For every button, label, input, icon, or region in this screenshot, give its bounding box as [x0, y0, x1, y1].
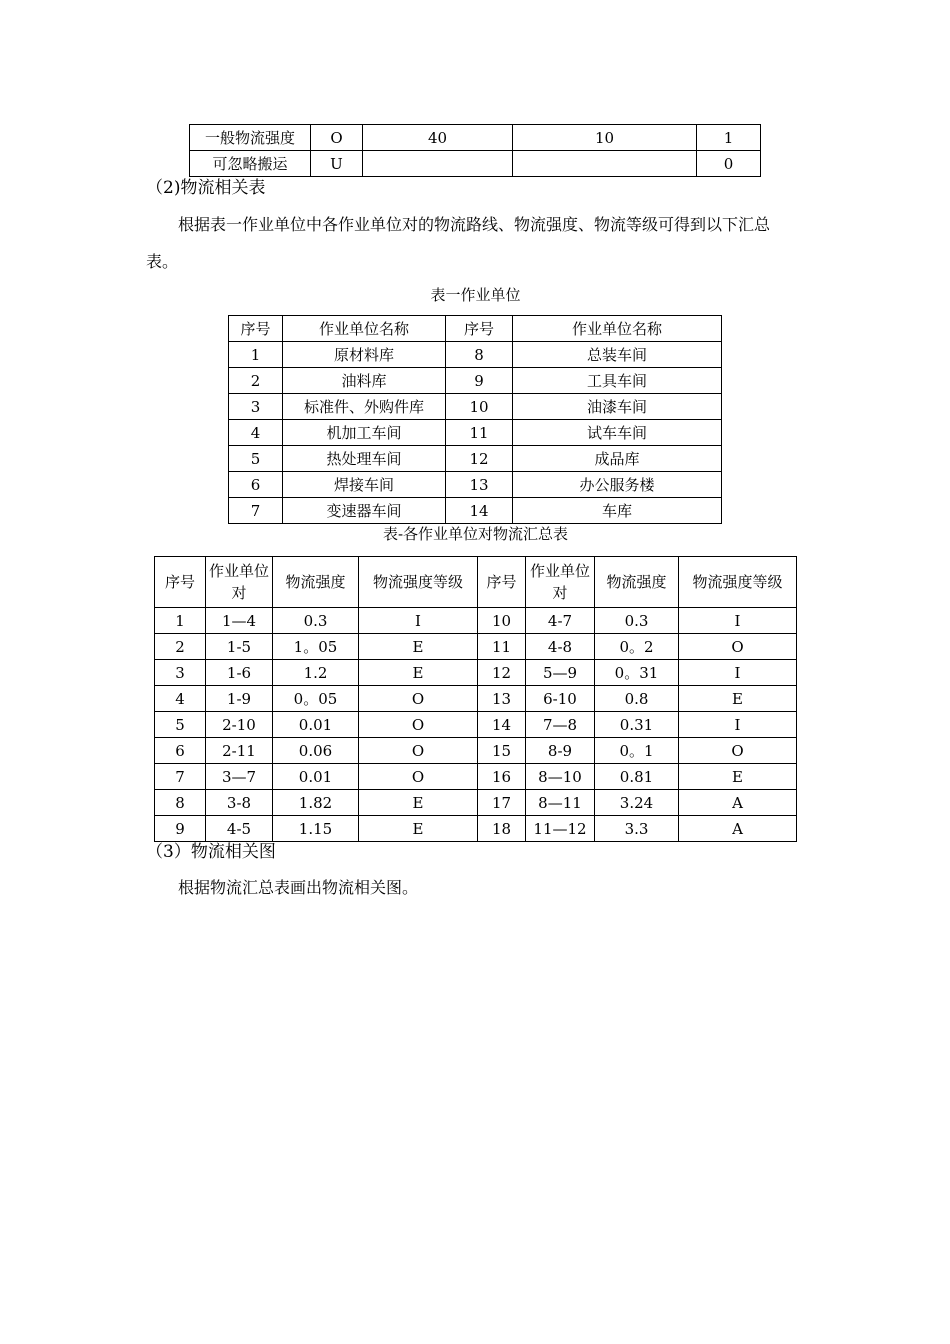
- paragraph-line: 根据物流汇总表画出物流相关图。: [178, 878, 419, 897]
- table-cell: 1。05: [273, 634, 359, 660]
- table-cell: 试车车间: [513, 420, 722, 446]
- table-caption: 表-各作业单位对物流汇总表: [382, 525, 569, 543]
- table-cell: 原材料库: [283, 342, 446, 368]
- table-cell: 1—4: [206, 608, 273, 634]
- table-cell: 7—8: [526, 712, 595, 738]
- table-cell: 3.3: [595, 816, 679, 842]
- table-cell: 17: [478, 790, 526, 816]
- table-cell: 车库: [513, 498, 722, 524]
- table-cell: 9: [446, 368, 513, 394]
- table-cell: 2: [229, 368, 283, 394]
- table-cell: 0.01: [273, 712, 359, 738]
- table-row: [155, 790, 797, 816]
- table-cell: 3.24: [595, 790, 679, 816]
- table-row: [229, 342, 722, 368]
- table-cell: 焊接车间: [283, 472, 446, 498]
- table-cell: 4-5: [206, 816, 273, 842]
- table-row: [190, 151, 761, 177]
- table-cell: 8: [155, 790, 206, 816]
- table-cell: 油料库: [283, 368, 446, 394]
- table-row: [229, 472, 722, 498]
- table-cell: 18: [478, 816, 526, 842]
- table-cell: 7: [155, 764, 206, 790]
- table-cell: E: [359, 816, 478, 842]
- table-cell: 0。31: [595, 660, 679, 686]
- section-heading-3: （3）物流相关图: [146, 842, 276, 862]
- column-header: 物流强度等级: [679, 557, 797, 608]
- table-cell: 成品库: [513, 446, 722, 472]
- table-cell: [363, 151, 513, 177]
- table-caption: 表一作业单位: [430, 286, 521, 304]
- table-cell: 工具车间: [513, 368, 722, 394]
- table-cell: 4-8: [526, 634, 595, 660]
- work-unit-table: [228, 315, 722, 524]
- table-cell: 8: [446, 342, 513, 368]
- table-cell: 1.2: [273, 660, 359, 686]
- table-cell: 2-10: [206, 712, 273, 738]
- table-cell: O: [311, 125, 363, 151]
- table-cell: 0.8: [595, 686, 679, 712]
- table-cell: 0: [697, 151, 761, 177]
- table-cell: 10: [513, 125, 697, 151]
- table-row: [229, 420, 722, 446]
- table-row: [155, 608, 797, 634]
- table-cell: 6: [155, 738, 206, 764]
- table-cell: U: [311, 151, 363, 177]
- table-cell: E: [359, 660, 478, 686]
- table-cell: 0.31: [595, 712, 679, 738]
- table-cell: I: [679, 660, 797, 686]
- table-cell: 热处理车间: [283, 446, 446, 472]
- table-cell: 4: [155, 686, 206, 712]
- table-row: [155, 660, 797, 686]
- table-header-row: [155, 557, 797, 608]
- table-cell: 2-11: [206, 738, 273, 764]
- table-row: [229, 446, 722, 472]
- table-cell: 15: [478, 738, 526, 764]
- table-row: [155, 634, 797, 660]
- intensity-level-table: [189, 124, 761, 177]
- table-cell: 13: [446, 472, 513, 498]
- table-cell: 0.06: [273, 738, 359, 764]
- column-header: 物流强度: [273, 557, 359, 608]
- table-cell: 机加工车间: [283, 420, 446, 446]
- column-header: 作业单位对: [206, 557, 273, 608]
- table-cell: 1: [155, 608, 206, 634]
- table-cell: A: [679, 816, 797, 842]
- table-cell: 14: [446, 498, 513, 524]
- table-row: [229, 498, 722, 524]
- table-cell: 5: [155, 712, 206, 738]
- table-row: [229, 394, 722, 420]
- table-cell: O: [679, 738, 797, 764]
- table-cell: 1-9: [206, 686, 273, 712]
- table-cell: I: [679, 608, 797, 634]
- table-cell: 1: [229, 342, 283, 368]
- table-cell: E: [679, 764, 797, 790]
- table-cell: 0.01: [273, 764, 359, 790]
- table-cell: 0。1: [595, 738, 679, 764]
- table-cell: 0。2: [595, 634, 679, 660]
- table-cell: 0.3: [595, 608, 679, 634]
- table-cell: E: [359, 634, 478, 660]
- table-cell: 3: [229, 394, 283, 420]
- column-header: 序号: [229, 316, 283, 342]
- column-header: 序号: [446, 316, 513, 342]
- table-cell: 可忽略搬运: [190, 151, 311, 177]
- table-cell: E: [679, 686, 797, 712]
- table-cell: 5: [229, 446, 283, 472]
- column-header: 物流强度: [595, 557, 679, 608]
- table-cell: 油漆车间: [513, 394, 722, 420]
- table-cell: 8-9: [526, 738, 595, 764]
- table-cell: 3—7: [206, 764, 273, 790]
- table-cell: 6-10: [526, 686, 595, 712]
- table-cell: 0.3: [273, 608, 359, 634]
- table-cell: I: [679, 712, 797, 738]
- paragraph-line: 根据表一作业单位中各作业单位对的物流路线、物流强度、物流等级可得到以下汇总: [178, 215, 771, 234]
- table-cell: 10: [478, 608, 526, 634]
- table-cell: O: [359, 738, 478, 764]
- table-cell: 3: [155, 660, 206, 686]
- table-cell: 6: [229, 472, 283, 498]
- table-cell: A: [679, 790, 797, 816]
- table-cell: 1-5: [206, 634, 273, 660]
- table-row: [155, 712, 797, 738]
- column-header: 序号: [155, 557, 206, 608]
- section-heading-2: （2)物流相关表: [146, 178, 266, 198]
- column-header: 作业单位对: [526, 557, 595, 608]
- table-cell: 0。05: [273, 686, 359, 712]
- table-cell: 9: [155, 816, 206, 842]
- table-cell: 2: [155, 634, 206, 660]
- table-cell: 变速器车间: [283, 498, 446, 524]
- paragraph-line: 表。: [146, 252, 179, 271]
- table-cell: 13: [478, 686, 526, 712]
- table-cell: 办公服务楼: [513, 472, 722, 498]
- table-header-row: [229, 316, 722, 342]
- table-row: [229, 368, 722, 394]
- table-cell: 4: [229, 420, 283, 446]
- table-cell: 11—12: [526, 816, 595, 842]
- table-cell: 11: [478, 634, 526, 660]
- table-cell: 0.81: [595, 764, 679, 790]
- table-cell: I: [359, 608, 478, 634]
- table-row: [155, 738, 797, 764]
- column-header: 物流强度等级: [359, 557, 478, 608]
- column-header: 作业单位名称: [513, 316, 722, 342]
- table-cell: 12: [478, 660, 526, 686]
- table-cell: 4-7: [526, 608, 595, 634]
- table-cell: 1: [697, 125, 761, 151]
- table-row: [155, 686, 797, 712]
- table-cell: 8—11: [526, 790, 595, 816]
- column-header: 序号: [478, 557, 526, 608]
- table-cell: 40: [363, 125, 513, 151]
- table-cell: 7: [229, 498, 283, 524]
- table-cell: 11: [446, 420, 513, 446]
- table-cell: 5—9: [526, 660, 595, 686]
- table-cell: O: [359, 686, 478, 712]
- table-cell: O: [359, 764, 478, 790]
- table-row: [155, 764, 797, 790]
- table-cell: 10: [446, 394, 513, 420]
- table-cell: 一般物流强度: [190, 125, 311, 151]
- table-cell: 1-6: [206, 660, 273, 686]
- table-cell: 3-8: [206, 790, 273, 816]
- table-cell: 16: [478, 764, 526, 790]
- table-cell: 12: [446, 446, 513, 472]
- table-cell: 总装车间: [513, 342, 722, 368]
- unit-pair-logistics-table: [154, 556, 797, 842]
- table-row: [190, 125, 761, 151]
- table-cell: 标准件、外购件库: [283, 394, 446, 420]
- table-row: [155, 816, 797, 842]
- column-header: 作业单位名称: [283, 316, 446, 342]
- table-cell: 1.15: [273, 816, 359, 842]
- table-cell: [513, 151, 697, 177]
- table-cell: O: [679, 634, 797, 660]
- table-cell: 8—10: [526, 764, 595, 790]
- table-cell: 1.82: [273, 790, 359, 816]
- table-cell: O: [359, 712, 478, 738]
- table-cell: E: [359, 790, 478, 816]
- table-cell: 14: [478, 712, 526, 738]
